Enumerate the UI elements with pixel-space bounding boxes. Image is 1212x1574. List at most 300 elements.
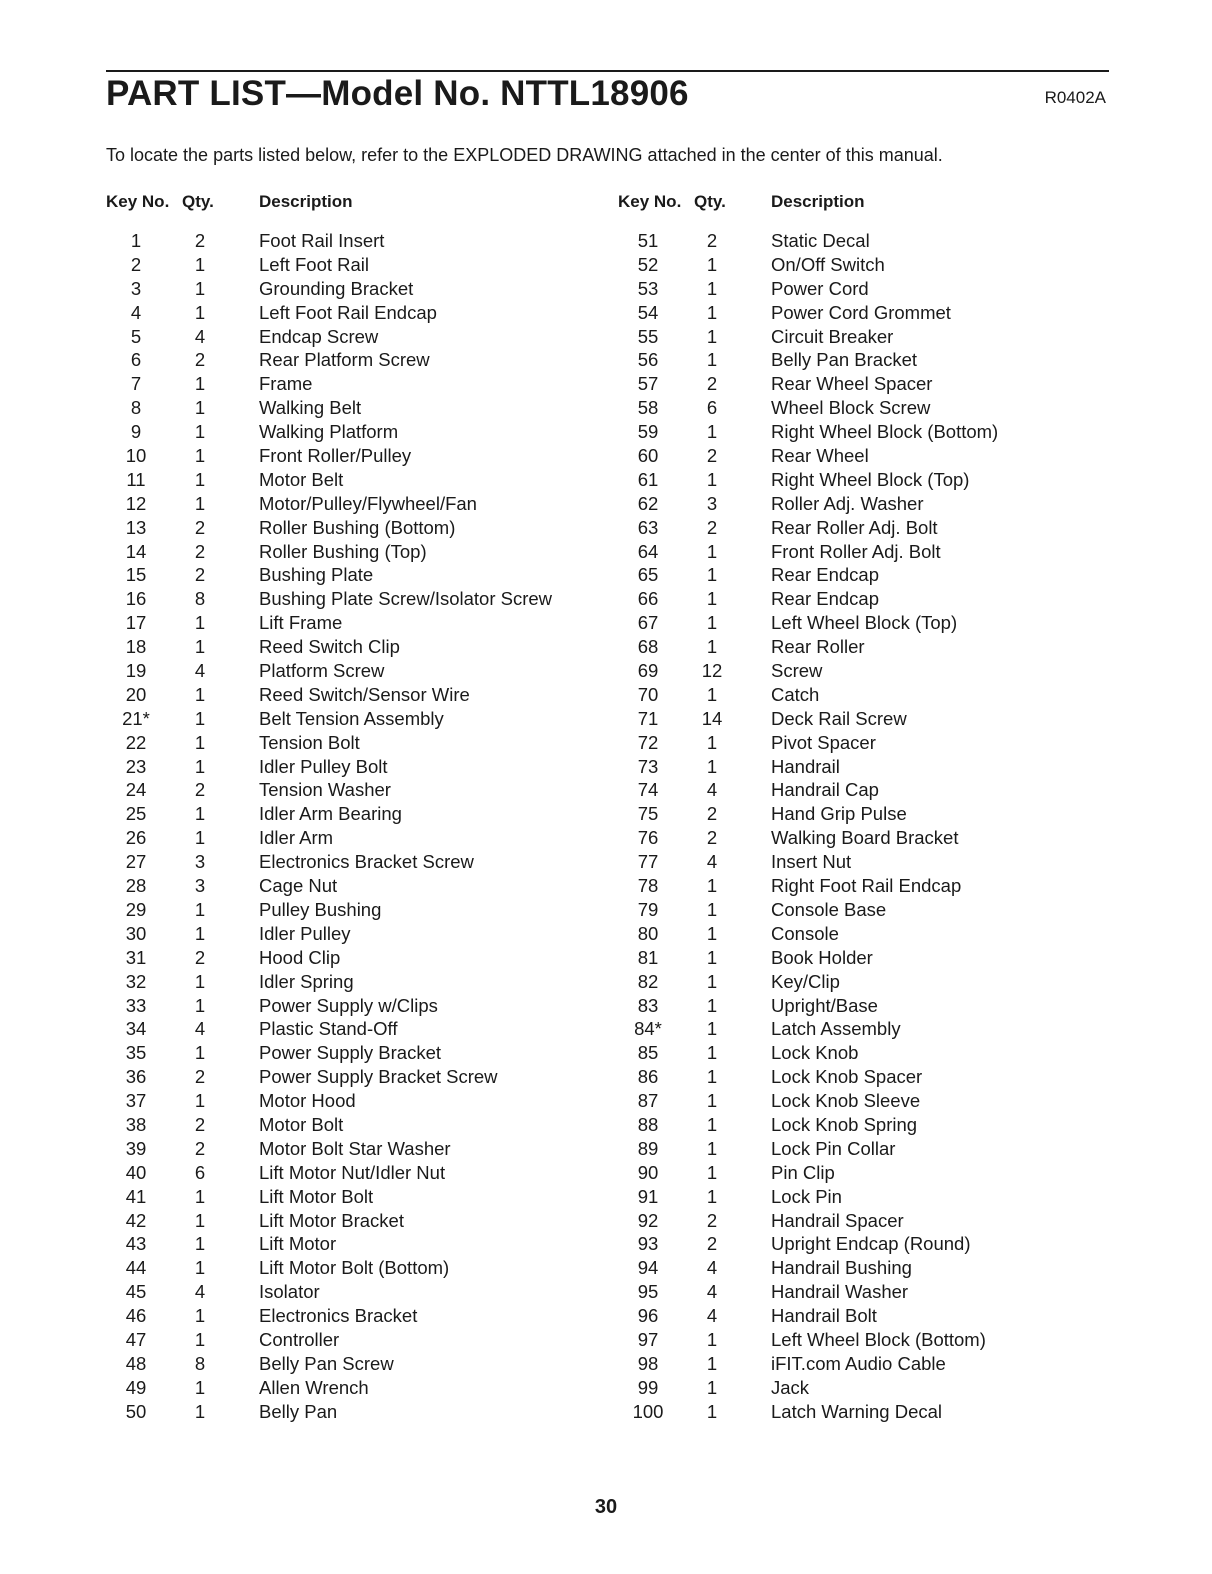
part-key-number: 31 [125,946,147,968]
part-key-number: 75 [637,803,659,825]
part-key-number: 67 [637,612,659,634]
part-quantity: 8 [194,588,206,610]
parts-list-left [0,229,600,1424]
part-key-number: 10 [125,445,147,467]
part-key-number: 84* [634,1018,662,1040]
part-description: Endcap Screw [259,325,379,347]
part-key-number: 11 [126,468,146,490]
part-key-number: 15 [125,564,147,586]
part-quantity: 1 [194,1185,206,1207]
part-row [600,253,1212,277]
part-row [600,396,1212,420]
part-description: Lift Motor Bracket [259,1209,404,1231]
part-quantity: 1 [194,1376,206,1398]
part-row [0,277,600,301]
part-description: Pin Clip [771,1161,835,1183]
part-key-number: 64 [637,540,659,562]
part-description: Lock Knob [771,1042,859,1064]
part-description: Idler Arm [259,827,334,849]
part-row [600,1328,1212,1352]
part-description: Reed Switch Clip [259,636,400,658]
part-key-number: 44 [125,1257,147,1279]
part-description: Foot Rail Insert [259,230,385,251]
part-row [0,1017,600,1041]
part-quantity: 2 [706,1209,718,1231]
part-row [0,1137,600,1161]
part-key-number: 40 [125,1161,147,1183]
part-quantity: 1 [194,612,206,634]
part-description: Upright/Base [771,994,878,1016]
part-description: Grounding Bracket [259,277,414,299]
part-key-number: 62 [637,492,659,514]
part-quantity: 2 [194,779,206,801]
part-row [0,898,600,922]
part-quantity: 1 [194,707,206,729]
part-quantity: 1 [706,349,718,371]
part-key-number: 42 [125,1209,147,1231]
part-key-number: 96 [637,1305,659,1327]
part-description: Left Wheel Block (Bottom) [771,1328,986,1350]
part-quantity: 4 [706,851,718,873]
part-description: Console [771,922,839,944]
title-rule [106,70,1109,72]
part-key-number: 1 [130,230,142,251]
part-key-number: 55 [637,325,659,347]
part-row [600,1376,1212,1400]
part-quantity: 1 [706,277,718,299]
part-key-number: 56 [637,349,659,371]
page-title: PART LIST—Model No. NTTL18906 [106,74,689,113]
part-quantity: 2 [706,827,718,849]
part-key-number: 6 [130,349,142,371]
part-row [600,301,1212,325]
part-description: Controller [259,1328,340,1350]
part-key-number: 98 [637,1352,659,1374]
part-description: Bushing Plate Screw/Isolator Screw [259,588,553,610]
part-key-number: 100 [632,1400,664,1422]
part-description: Lock Knob Spring [771,1113,918,1135]
part-description: Power Supply Bracket Screw [259,1066,498,1088]
part-quantity: 1 [706,1018,718,1040]
part-description: Walking Belt [259,397,362,419]
part-key-number: 68 [637,636,659,658]
part-description: Electronics Bracket Screw [259,851,474,873]
part-key-number: 86 [637,1066,659,1088]
part-key-number: 38 [125,1113,147,1135]
part-quantity: 1 [194,731,206,753]
part-row [0,683,600,707]
part-row [600,1161,1212,1185]
part-row [0,1328,600,1352]
part-row [0,1304,600,1328]
part-row [0,348,600,372]
part-quantity: 1 [194,1209,206,1231]
part-row [600,1209,1212,1233]
part-key-number: 26 [125,827,147,849]
part-row [600,683,1212,707]
part-quantity: 1 [194,1257,206,1279]
header-qty-left: Qty. [182,192,214,211]
part-key-number: 43 [125,1233,147,1255]
part-row [600,468,1212,492]
part-quantity: 12 [701,660,723,682]
part-row [0,1065,600,1089]
part-key-number: 80 [637,922,659,944]
part-key-number: 99 [637,1376,659,1398]
part-row [600,372,1212,396]
part-quantity: 6 [706,397,718,419]
part-key-number: 20 [125,683,147,705]
part-quantity: 1 [194,683,206,705]
part-row [600,277,1212,301]
part-description: Roller Bushing (Top) [259,540,427,562]
part-quantity: 4 [706,779,718,801]
part-quantity: 4 [194,1281,206,1303]
part-key-number: 24 [125,779,147,801]
part-description: Lift Frame [259,612,343,634]
part-quantity: 1 [194,922,206,944]
part-key-number: 25 [125,803,147,825]
part-quantity: 4 [194,325,206,347]
part-quantity: 1 [706,468,718,490]
part-quantity: 1 [194,1042,206,1064]
part-key-number: 16 [125,588,147,610]
intro-text: To locate the parts listed below, refer to the EXPLODED DRAWING attached in the center of this manual. [106,145,943,165]
part-description: Jack [771,1376,810,1398]
part-quantity: 2 [194,564,206,586]
header-qty-right: Qty. [694,192,726,211]
part-description: Motor Belt [259,468,344,490]
part-row [0,707,600,731]
part-description: Bushing Plate [259,564,374,586]
part-key-number: 97 [637,1328,659,1350]
part-quantity: 1 [706,1066,718,1088]
part-row [0,444,600,468]
part-row [0,1232,600,1256]
part-row [0,325,600,349]
part-row [0,563,600,587]
part-quantity: 1 [706,564,718,586]
part-key-number: 82 [637,970,659,992]
part-key-number: 93 [637,1233,659,1255]
part-row [0,372,600,396]
part-description: Console Base [771,898,887,920]
part-quantity: 1 [706,731,718,753]
part-quantity: 1 [194,1090,206,1112]
part-quantity: 1 [706,994,718,1016]
part-description: Roller Bushing (Bottom) [259,516,456,538]
part-row [0,611,600,635]
part-quantity: 2 [194,1137,206,1159]
part-quantity: 2 [706,803,718,825]
part-quantity: 1 [706,1113,718,1135]
part-description: Belly Pan Bracket [771,349,918,371]
part-key-number: 51 [637,230,659,251]
part-quantity: 1 [706,612,718,634]
part-quantity: 1 [706,1185,718,1207]
header-key-left: Key No. [106,192,170,211]
part-description: Insert Nut [771,851,852,873]
part-row [600,492,1212,516]
part-description: Catch [771,683,820,705]
part-quantity: 3 [194,851,206,873]
part-row [600,563,1212,587]
part-row [0,587,600,611]
part-key-number: 85 [637,1042,659,1064]
part-key-number: 32 [125,970,147,992]
part-row [600,1304,1212,1328]
part-description: Rear Roller Adj. Bolt [771,516,938,538]
part-row [600,325,1212,349]
parts-list-right [600,229,1212,1424]
part-quantity: 1 [194,1305,206,1327]
part-description: Tension Bolt [259,731,360,753]
part-quantity: 1 [194,827,206,849]
part-quantity: 1 [194,1233,206,1255]
part-description: Frame [259,373,313,395]
part-key-number: 91 [637,1185,659,1207]
part-row [0,396,600,420]
part-row [600,348,1212,372]
part-key-number: 57 [637,373,659,395]
part-row [600,587,1212,611]
part-row [0,946,600,970]
part-description: Idler Pulley Bolt [259,755,388,777]
part-description: Right Wheel Block (Bottom) [771,421,999,443]
part-key-number: 47 [125,1328,147,1350]
part-row [600,635,1212,659]
part-key-number: 81 [637,946,659,968]
part-key-number: 21* [122,707,150,729]
part-quantity: 2 [706,1233,718,1255]
part-key-number: 45 [125,1281,147,1303]
part-row [0,731,600,755]
part-row [600,970,1212,994]
part-quantity: 1 [194,755,206,777]
part-description: Screw [771,660,823,682]
part-key-number: 8 [130,397,142,419]
part-description: Belly Pan Screw [259,1352,394,1374]
part-key-number: 5 [130,325,142,347]
part-description: Front Roller Adj. Bolt [771,540,941,562]
part-row [0,1352,600,1376]
part-key-number: 53 [637,277,659,299]
part-description: Electronics Bracket [259,1305,418,1327]
part-key-number: 54 [637,301,659,323]
part-quantity: 14 [701,707,723,729]
part-key-number: 74 [637,779,659,801]
part-quantity: 1 [194,421,206,443]
part-key-number: 88 [637,1113,659,1135]
part-key-number: 34 [125,1018,147,1040]
part-description: Pivot Spacer [771,731,876,753]
part-quantity: 4 [706,1281,718,1303]
part-description: Lock Pin Collar [771,1137,896,1159]
part-row [0,229,600,253]
part-key-number: 49 [125,1376,147,1398]
part-key-number: 89 [637,1137,659,1159]
part-row [600,1041,1212,1065]
part-key-number: 35 [125,1042,147,1064]
part-quantity: 2 [706,516,718,538]
part-quantity: 2 [194,946,206,968]
part-description: Rear Roller [771,636,865,658]
part-quantity: 4 [706,1305,718,1327]
part-row [0,635,600,659]
part-row [0,850,600,874]
part-row [600,826,1212,850]
part-quantity: 3 [194,875,206,897]
part-row [0,1280,600,1304]
part-description: Handrail Cap [771,779,879,801]
part-quantity: 4 [194,660,206,682]
part-description: Idler Pulley [259,922,351,944]
part-quantity: 1 [194,397,206,419]
part-description: Walking Platform [259,421,399,443]
part-description: Right Wheel Block (Top) [771,468,970,490]
part-row [600,540,1212,564]
part-quantity: 1 [194,301,206,323]
part-quantity: 1 [706,875,718,897]
part-quantity: 1 [706,922,718,944]
part-key-number: 52 [637,253,659,275]
part-description: Hand Grip Pulse [771,803,907,825]
part-description: Lift Motor [259,1233,337,1255]
part-key-number: 58 [637,397,659,419]
part-quantity: 1 [706,1090,718,1112]
part-key-number: 48 [125,1352,147,1374]
part-row [600,898,1212,922]
part-row [600,1065,1212,1089]
part-description: Rear Wheel Spacer [771,373,933,395]
part-quantity: 1 [706,1042,718,1064]
part-key-number: 2 [130,253,142,275]
part-description: Idler Spring [259,970,354,992]
part-description: Circuit Breaker [771,325,894,347]
part-key-number: 90 [637,1161,659,1183]
part-description: Lock Pin [771,1185,842,1207]
part-quantity: 1 [194,277,206,299]
part-row [600,874,1212,898]
part-quantity: 2 [706,445,718,467]
part-description: Key/Clip [771,970,840,992]
header-key-right: Key No. [618,192,682,211]
part-description: Latch Warning Decal [771,1400,943,1422]
part-quantity: 1 [194,253,206,275]
header-desc-left: Description [259,192,353,211]
part-description: Handrail Bushing [771,1257,912,1279]
part-row [0,874,600,898]
part-description: Belt Tension Assembly [259,707,444,729]
part-key-number: 50 [125,1400,147,1422]
part-quantity: 1 [194,1328,206,1350]
part-quantity: 2 [194,1113,206,1135]
part-row [600,731,1212,755]
part-quantity: 6 [194,1161,206,1183]
part-key-number: 60 [637,445,659,467]
part-quantity: 1 [194,468,206,490]
part-row [600,420,1212,444]
part-row [600,1017,1212,1041]
part-row [0,1185,600,1209]
part-quantity: 1 [706,755,718,777]
part-row [600,1232,1212,1256]
part-description: Motor Bolt Star Washer [259,1137,451,1159]
part-quantity: 1 [194,1400,206,1422]
part-row [600,755,1212,779]
part-row [600,1113,1212,1137]
part-description: Front Roller/Pulley [259,445,412,467]
part-row [600,1256,1212,1280]
part-quantity: 1 [194,445,206,467]
part-quantity: 2 [194,540,206,562]
part-description: Platform Screw [259,660,385,682]
part-quantity: 1 [194,492,206,514]
part-quantity: 3 [706,492,718,514]
part-description: Static Decal [771,230,870,251]
part-quantity: 1 [706,588,718,610]
part-description: Isolator [259,1281,320,1303]
part-key-number: 30 [125,922,147,944]
part-row [0,659,600,683]
part-quantity: 2 [194,1066,206,1088]
part-description: Power Cord [771,277,869,299]
part-key-number: 17 [125,612,147,634]
part-quantity: 2 [194,349,206,371]
part-description: Left Foot Rail [259,253,370,275]
part-quantity: 2 [194,516,206,538]
part-quantity: 1 [706,325,718,347]
part-key-number: 46 [125,1305,147,1327]
part-description: Plastic Stand-Off [259,1018,398,1040]
part-row [0,492,600,516]
part-row [0,1209,600,1233]
part-row [600,922,1212,946]
part-description: Handrail [771,755,840,777]
part-description: On/Off Switch [771,253,885,275]
part-row [0,802,600,826]
part-quantity: 2 [706,373,718,395]
part-row [600,850,1212,874]
part-row [0,922,600,946]
part-key-number: 65 [637,564,659,586]
part-key-number: 37 [125,1090,147,1112]
part-description: Deck Rail Screw [771,707,907,729]
part-row [0,468,600,492]
part-description: Wheel Block Screw [771,397,931,419]
part-row [600,611,1212,635]
part-row [0,755,600,779]
part-key-number: 14 [125,540,147,562]
part-key-number: 71 [637,707,659,729]
part-description: Reed Switch/Sensor Wire [259,683,470,705]
part-description: iFIT.com Audio Cable [771,1352,946,1374]
part-quantity: 1 [706,1400,718,1422]
part-key-number: 19 [125,660,147,682]
part-description: Cage Nut [259,875,338,897]
part-key-number: 29 [125,898,147,920]
part-row [600,778,1212,802]
part-description: Handrail Bolt [771,1305,877,1327]
part-description: Allen Wrench [259,1376,369,1398]
part-quantity: 1 [706,1328,718,1350]
part-description: Book Holder [771,946,873,968]
part-row [600,516,1212,540]
part-key-number: 95 [637,1281,659,1303]
part-description: Lift Motor Bolt (Bottom) [259,1257,450,1279]
part-row [0,1400,600,1424]
part-quantity: 1 [194,636,206,658]
